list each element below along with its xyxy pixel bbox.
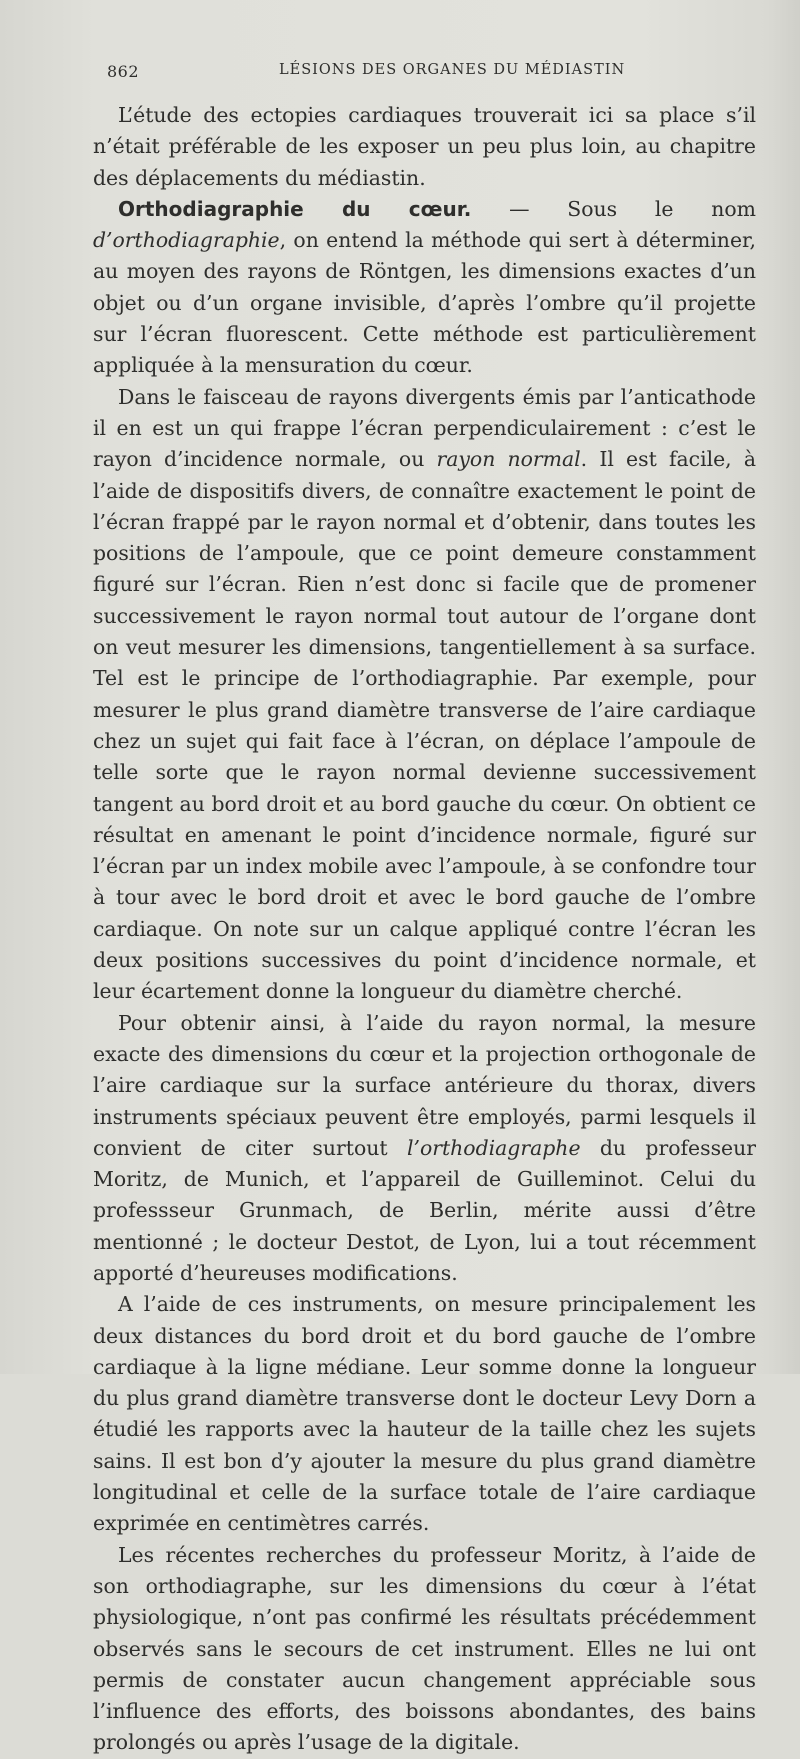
paragraph-text: du professeur Moritz, de Munich, et l’appareil de Guilleminot. Celui du professseur Grunmach, de Berlin, mérite aussi d’être mentionné ; le docteur Destot, de Lyon, lui a tout récemment apporté d’heureuses modifications.: [93, 1135, 756, 1285]
page-number: 862: [107, 62, 140, 81]
italic-term: d’orthodiagraphie: [93, 228, 280, 253]
paragraph-text: , on entend la méthode qui sert à déterminer, au moyen des rayons de Röntgen, les dimensions exactes d’un objet ou d’un organe invisible, d’après l’ombre qu’il projette sur l’écran fluorescent. Cette méthode est particulièrement appliquée à la mensuration du cœur.: [93, 228, 756, 378]
paragraph-text: . Il est facile, à l’aide de dispositifs divers, de connaître exactement le point de l’écran frappé par le rayon normal et d’obtenir, dans toutes les positions de l’ampoule, que ce point demeure constamment figuré sur l’écran. Rien n’est donc si facile que de promener successivement le rayon normal tout autour de l’organe dont on veut mesurer les dimensions, tangentiellement à sa surface. Tel est le principe de l’orthodiagraphie. Par exemple, pour mesurer le plus grand diamètre transverse de l’aire cardiaque chez un sujet qui fait face à l’écran, on déplace l’ampoule de telle sorte que le rayon normal devienne successivement tangent au bord droit et au bord gauche du cœur. On obtient ce résultat en amenant le point d’incidence normale, figuré sur l’écran par un index mobile avec l’ampoule, à se confondre tour à tour avec le bord droit et avec le bord gauche de l’ombre cardiaque. On note sur un calque appliqué contre l’écran les deux positions successives du point d’incidence normale, et leur écartement donne la longueur du diamètre cherché.: [93, 447, 756, 1004]
section-heading: Orthodiagraphie du cœur.: [118, 196, 472, 221]
paragraph-text: Dans le faisceau de rayons divergents émis par l’anticathode il en est un qui frappe l’écran perpendiculairement : c’est le rayon d’incidence normale, ou: [93, 384, 756, 472]
paragraph-orthodiagraphie: [93, 194, 756, 382]
paragraph-text: Pour obtenir ainsi, à l’aide du rayon normal, la mesure exacte des dimensions du cœur et la projection orthogonale de l’aire cardiaque sur la surface antérieure du thorax, divers instruments spéciaux peuvent être employés, parmi lesquels il convient de citer surtout: [93, 1010, 756, 1160]
paragraph-instruments: [93, 1008, 756, 1290]
paragraph-mesures: A l’aide de ces instruments, on mesure principalement les deux distances du bord droit et du bord gauche de l’ombre cardiaque à la ligne médiane. Leur somme donne la longueur du plus grand diamètre transverse dont le docteur Levy Dorn a étudié les rapports avec la hauteur de la taille chez les sujets sains. Il est bon d’y ajouter la mesure du plus grand diamètre longitudinal et celle de la surface totale de l’aire cardiaque exprimée en centimètres carrés.: [93, 1292, 756, 1536]
body-text: [93, 100, 756, 1759]
paragraph-text: — Sous le nom: [471, 196, 756, 221]
paragraph-rayon-normal: [93, 382, 756, 1008]
paragraph-recherches: Les récentes recherches du professeur Moritz, à l’aide de son orthodiagraphe, sur les dimensions du cœur à l’état physiologique, n’ont pas confirmé les résultats précédemment observés sans le secours de cet instrument. Elles ne lui ont permis de constater aucun changement appréciable sous l’influence des efforts, des boissons abondantes, des bains prolongés ou après l’usage de la digitale.: [93, 1542, 756, 1755]
italic-term: l’orthodiagraphe: [406, 1135, 581, 1160]
running-head: LÉSIONS DES ORGANES DU MÉDIASTIN: [279, 62, 626, 78]
page-header: [0, 62, 800, 86]
paragraph-ectopies: L’étude des ectopies cardiaques trouverait ici sa place s’il n’était préférable de les exposer un peu plus loin, au chapitre des déplacements du médiastin.: [93, 103, 756, 190]
italic-term: rayon normal: [436, 447, 581, 472]
